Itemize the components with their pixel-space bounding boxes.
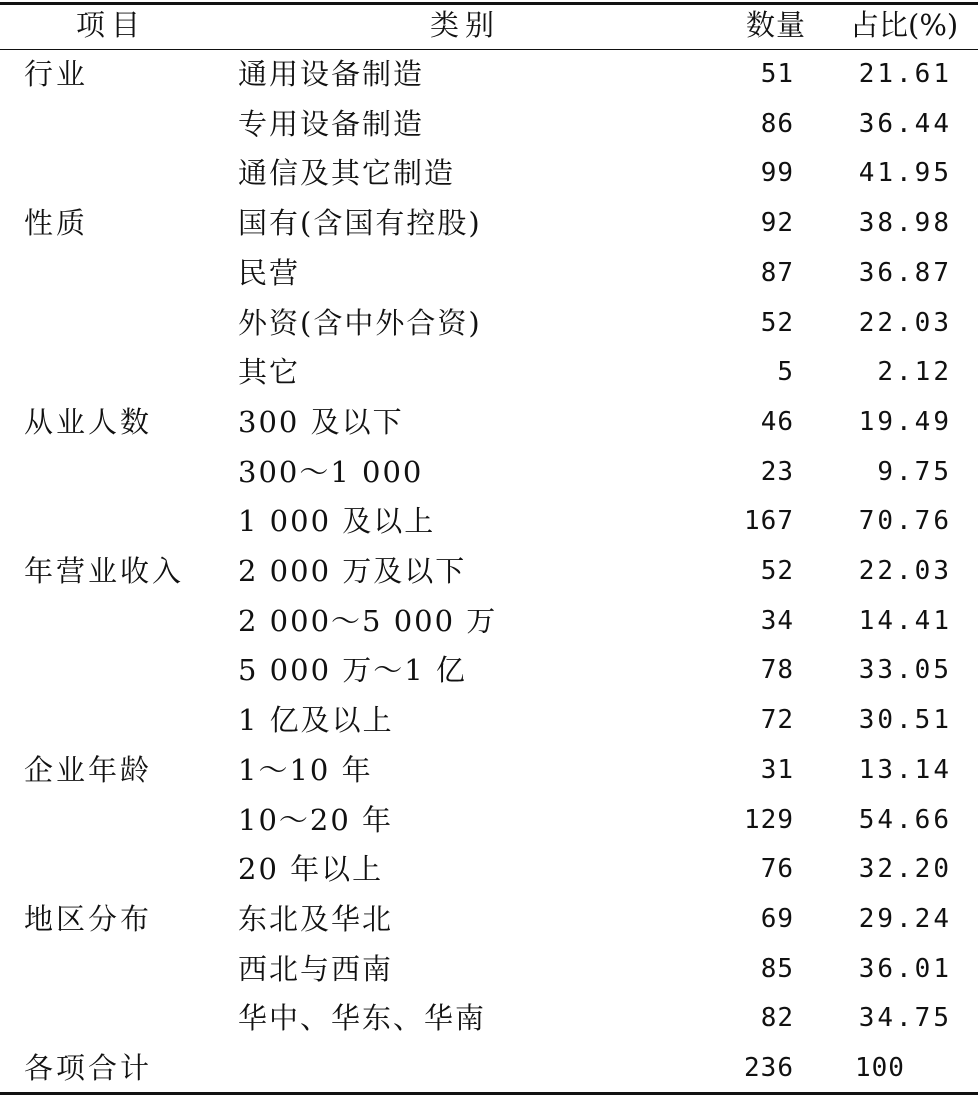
- row-percent: 38.98: [858, 208, 952, 238]
- row-count: 46: [760, 407, 794, 437]
- total-percent: 100: [855, 1053, 905, 1083]
- row-count: 23: [760, 457, 794, 487]
- row-percent: 34.75: [858, 1003, 952, 1033]
- row-item: 企业年龄: [24, 753, 153, 787]
- row-count: 72: [760, 705, 794, 735]
- row-count: 78: [760, 655, 794, 685]
- row-percent: 36.87: [858, 258, 952, 288]
- row-count: 167: [744, 506, 794, 536]
- header-item: 项目: [76, 8, 147, 42]
- row-percent: 41.95: [858, 158, 952, 188]
- header-rule: [0, 49, 978, 50]
- row-percent: 22.03: [858, 308, 952, 338]
- row-count: 34: [760, 606, 794, 636]
- row-category: 外资(含中外合资): [238, 306, 482, 340]
- row-category: 1 亿及以上: [238, 703, 394, 737]
- table-top-rule: [0, 2, 978, 5]
- row-item: 地区分布: [24, 902, 153, 936]
- row-category: 西北与西南: [238, 952, 394, 986]
- header-count: 数量: [746, 8, 807, 42]
- row-item: 从业人数: [24, 405, 153, 439]
- row-count: 51: [760, 59, 794, 89]
- row-count: 82: [760, 1003, 794, 1033]
- row-category: 2 000 万及以下: [238, 554, 467, 588]
- table-bottom-rule: [0, 1092, 978, 1095]
- row-count: 52: [760, 556, 794, 586]
- row-category: 300 及以下: [238, 405, 404, 439]
- row-item: 性质: [24, 206, 89, 240]
- row-category: 国有(含国有控股): [238, 206, 482, 240]
- row-category: 300～1 000: [238, 455, 424, 489]
- row-percent: 33.05: [858, 655, 952, 685]
- row-percent: 29.24: [858, 904, 952, 934]
- total-item: 各项合计: [24, 1051, 153, 1085]
- row-percent: 36.44: [858, 109, 952, 139]
- row-category: 通信及其它制造: [238, 156, 456, 190]
- row-percent: 30.51: [858, 705, 952, 735]
- row-count: 92: [760, 208, 794, 238]
- row-percent: 13.14: [858, 755, 952, 785]
- row-category: 专用设备制造: [238, 107, 425, 141]
- row-percent: 2.12: [877, 357, 952, 387]
- header-category: 类别: [430, 8, 501, 42]
- row-count: 87: [760, 258, 794, 288]
- row-count: 85: [760, 954, 794, 984]
- total-count: 236: [744, 1053, 794, 1083]
- row-percent: 54.66: [858, 805, 952, 835]
- row-count: 76: [760, 854, 794, 884]
- row-percent: 36.01: [858, 954, 952, 984]
- row-category: 通用设备制造: [238, 57, 425, 91]
- row-category: 2 000～5 000 万: [238, 604, 498, 638]
- row-count: 99: [760, 158, 794, 188]
- row-count: 86: [760, 109, 794, 139]
- row-count: 5: [777, 357, 794, 387]
- row-category: 民营: [238, 256, 301, 290]
- row-category: 其它: [238, 355, 301, 389]
- row-percent: 9.75: [877, 457, 952, 487]
- row-count: 69: [760, 904, 794, 934]
- header-percent: 占比(%): [850, 8, 959, 42]
- row-count: 129: [744, 805, 794, 835]
- row-percent: 32.20: [858, 854, 952, 884]
- row-count: 31: [760, 755, 794, 785]
- row-percent: 21.61: [858, 59, 952, 89]
- row-count: 52: [760, 308, 794, 338]
- row-category: 10～20 年: [238, 803, 394, 837]
- row-percent: 14.41: [858, 606, 952, 636]
- row-item: 行业: [24, 57, 89, 91]
- row-category: 20 年以上: [238, 852, 384, 886]
- row-percent: 70.76: [858, 506, 952, 536]
- row-category: 1 000 及以上: [238, 504, 436, 538]
- row-percent: 22.03: [858, 556, 952, 586]
- row-category: 东北及华北: [238, 902, 394, 936]
- row-category: 5 000 万～1 亿: [238, 653, 467, 687]
- row-category: 1～10 年: [238, 753, 373, 787]
- row-item: 年营业收入: [24, 554, 185, 588]
- row-category: 华中、华东、华南: [238, 1001, 487, 1035]
- row-percent: 19.49: [858, 407, 952, 437]
